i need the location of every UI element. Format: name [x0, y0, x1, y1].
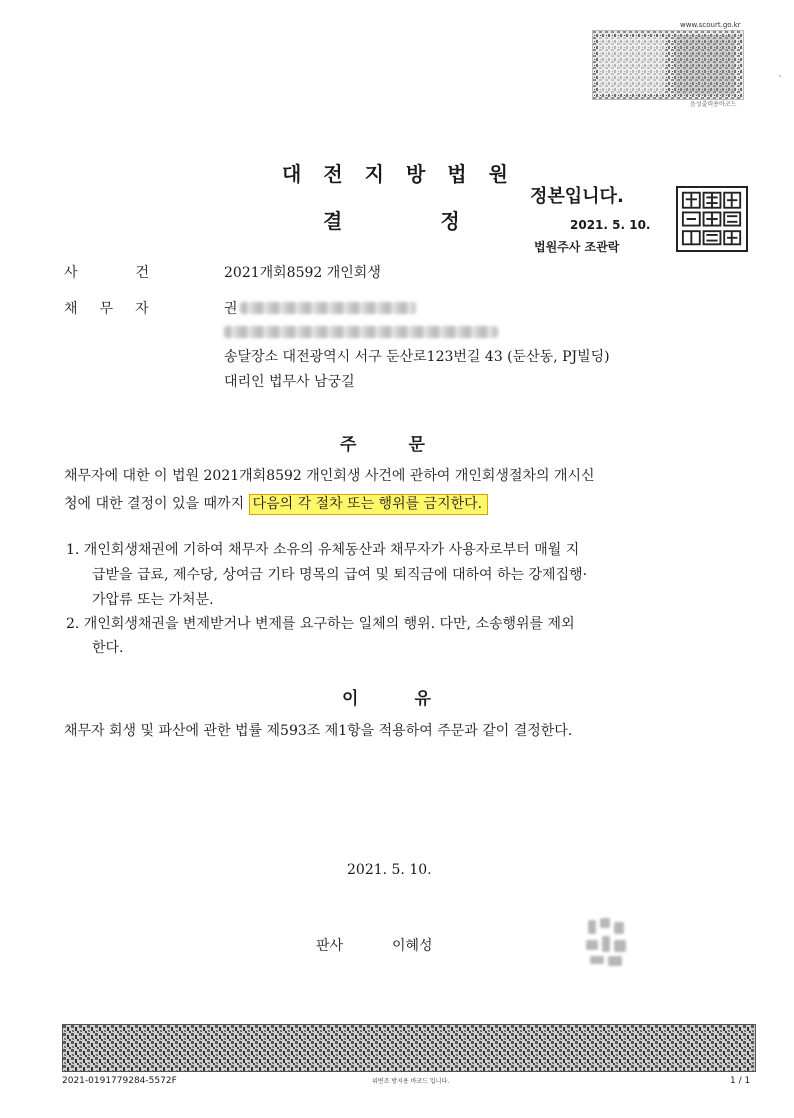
order-item-2-line1: 2. 개인회생채권을 변제받거나 변제를 요구하는 일체의 행위. 다만, 소송행위를 제외 [66, 616, 575, 632]
order-item-2-line2: 한다. [92, 640, 124, 656]
order-item-1-line3: 가압류 또는 가처분. [92, 592, 214, 608]
judge-seal-icon [574, 910, 640, 976]
agent: 대리인 법무사 남궁길 [224, 374, 355, 390]
page-count: 1 / 1 [730, 1076, 751, 1086]
document-number: 2021-0191779284-5572F [62, 1076, 177, 1086]
document-type-right: 정 [440, 209, 460, 233]
audio-barcode-image [592, 30, 744, 100]
order-intro-line1: 채무자에 대한 이 법원 2021개회8592 개인회생 사건에 관하여 개인회생절차의 개시신 [64, 468, 595, 484]
order-intro-line2: 청에 대한 결정이 있을 때까지 다음의 각 절차 또는 행위를 금지한다. [64, 492, 488, 516]
document-type [323, 205, 460, 234]
certified-copy-text: 정본입니다. [530, 186, 624, 207]
scan-mark: ˋ [778, 76, 783, 86]
court-url: www.scourt.go.kr [680, 21, 741, 29]
debtor-label: 채 무 자 [64, 301, 149, 317]
barcode-pattern [593, 31, 743, 99]
case-number: 2021개회8592 개인회생 [224, 265, 381, 281]
order-item-1-line1: 1. 개인회생채권에 기하여 채무자 소유의 유체동산과 채무자가 사용자로부터 매월 지 [66, 542, 580, 558]
court-clerk: 법원주사 조관락 [534, 240, 620, 254]
service-address: 송달장소 대전광역시 서구 둔산로123번길 43 (둔산동, PJ빌딩) [224, 349, 610, 365]
order-heading: 주 문 [340, 435, 425, 455]
judge-seal-stamp [574, 910, 640, 976]
redacted-debtor-info [240, 302, 416, 314]
highlighted-prohibition: 다음의 각 절차 또는 행위를 금지한다. [249, 494, 489, 515]
debtor-name: 권 [224, 301, 238, 317]
court-name: 대전지방법원 [282, 162, 530, 186]
seal-glyph-icon [678, 188, 746, 250]
certified-date: 2021. 5. 10. [570, 218, 651, 232]
judge-title: 판사 [316, 938, 344, 954]
order-item-1-line2: 급받을 급료, 제수당, 상여금 기타 명목의 급여 및 퇴직금에 대하여 하는 강제집행· [92, 567, 588, 583]
barcode-caption: 음성출력용바코드 [690, 101, 737, 108]
anti-forgery-barcode [62, 1024, 756, 1072]
case-label: 사 건 [64, 265, 150, 281]
redacted-debtor-address [224, 326, 498, 338]
reason-text: 채무자 회생 및 파산에 관한 법률 제593조 제1항을 적용하여 주문과 같이 결정한다. [64, 723, 573, 739]
court-seal-stamp [676, 186, 748, 252]
document-type-left: 결 [323, 209, 343, 233]
decision-date: 2021. 5. 10. [347, 862, 432, 878]
judge-name: 이혜성 [392, 938, 433, 954]
barcode-note: 위변조 방지용 바코드 입니다. [372, 1078, 450, 1085]
reason-heading: 이 유 [342, 689, 431, 709]
forgery-barcode-pattern [63, 1025, 756, 1072]
